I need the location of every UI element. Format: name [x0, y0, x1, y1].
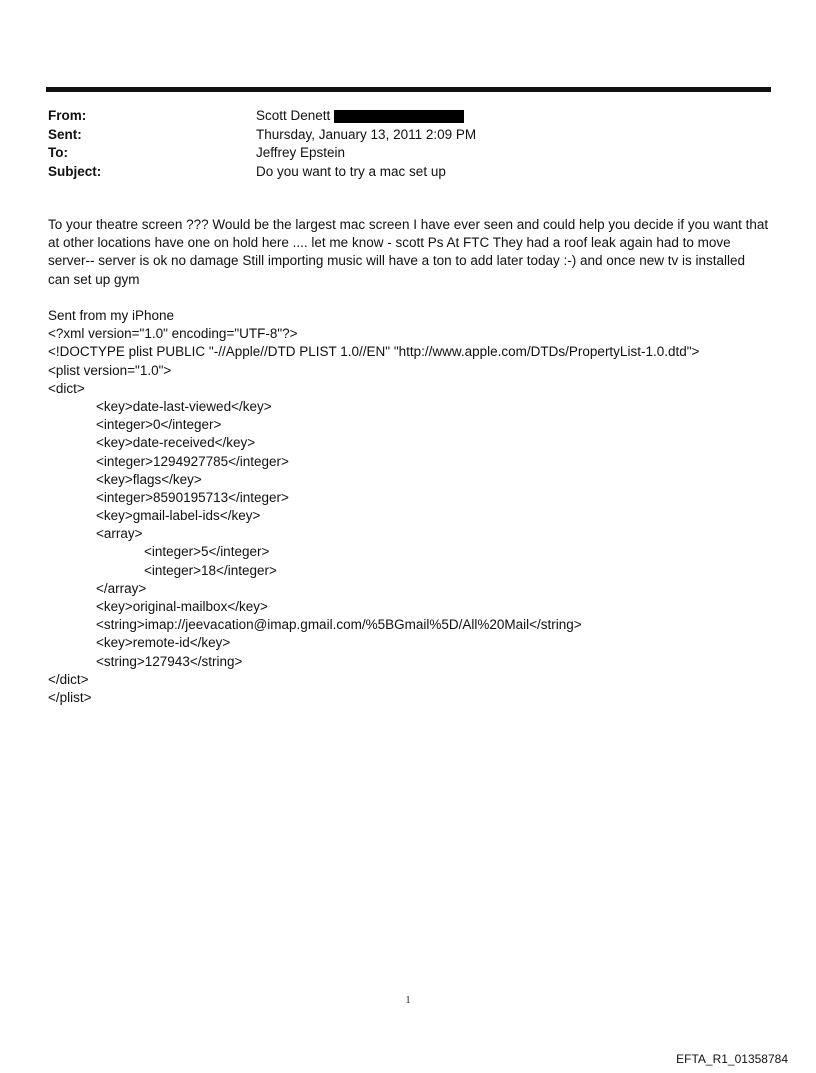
from-value: Scott Denett: [256, 108, 331, 123]
plist-line: <key>date-received</key>: [96, 435, 256, 451]
subject-value: Do you want to try a mac set up: [256, 163, 446, 179]
signature: Sent from my iPhone: [48, 308, 175, 323]
to-row: [48, 144, 748, 163]
plist-line: <key>gmail-label-ids</key>: [96, 508, 261, 524]
plist-line: <string>127943</string>: [96, 653, 243, 669]
plist-line: <integer>8590195713</integer>: [96, 489, 289, 505]
email-body: [48, 216, 770, 707]
from-label: From:: [48, 108, 87, 123]
plist-line: <key>flags</key>: [96, 471, 202, 487]
sent-row: [48, 126, 748, 145]
plist-line: </array>: [96, 580, 147, 596]
plist-line: <string>imap://jeevacation@imap.gmail.com/%5BGmail%5D/All%20Mail</string>: [96, 617, 582, 633]
sent-value: Thursday, January 13, 2011 2:09 PM: [256, 126, 477, 142]
email-header: [48, 107, 748, 181]
header-rule: [46, 87, 771, 92]
plist-line: <integer>1294927785</integer>: [96, 453, 289, 469]
to-label: To:: [48, 145, 68, 160]
plist-line: <key>date-last-viewed</key>: [96, 398, 272, 414]
plist-line: <!DOCTYPE plist PUBLIC "-//Apple//DTD PLIST 1.0//EN" "http://www.apple.com/DTDs/PropertyList-1.0.dtd">: [48, 344, 700, 360]
to-value: Jeffrey Epstein: [256, 145, 346, 160]
plist-line: <dict>: [48, 380, 85, 396]
subject-row: [48, 163, 748, 182]
subject-label: Subject:: [48, 163, 102, 179]
from-row: [48, 107, 748, 126]
body-paragraph: To your theatre screen ??? Would be the largest mac screen I have ever seen and could help you decide if you want that at other locations have one on hold here .... let me know - scott Ps At FTC They had a roof leak again had to move server-- server is ok no damage Still importing music will have a ton to add later today :-) and once new tv is installed can set up gym: [48, 217, 769, 287]
plist-line: <integer>18</integer>: [144, 562, 277, 578]
sent-label: Sent:: [48, 126, 82, 142]
plist-line: <array>: [96, 526, 143, 542]
plist-line: </plist>: [48, 689, 92, 705]
plist-line: <integer>0</integer>: [96, 417, 222, 433]
plist-line: </dict>: [48, 671, 89, 687]
page-number: 1: [405, 995, 411, 1006]
plist-line: <?xml version="1.0" encoding="UTF-8"?>: [48, 326, 298, 342]
plist-line: <key>original-mailbox</key>: [96, 599, 268, 614]
plist-line: <plist version="1.0">: [48, 362, 172, 378]
plist-line: <key>remote-id</key>: [96, 635, 231, 651]
document-id: EFTA_R1_01358784: [676, 1052, 788, 1066]
plist-line: <integer>5</integer>: [144, 544, 270, 560]
redaction-block: [334, 110, 464, 123]
